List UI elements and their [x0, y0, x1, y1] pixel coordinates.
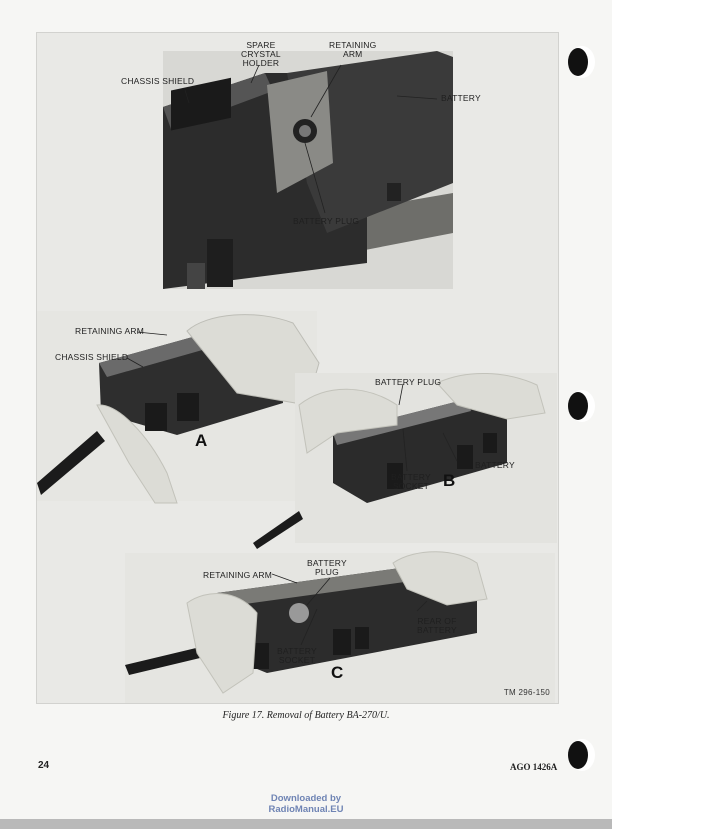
label-battery-socket-c: [277, 647, 317, 665]
binder-hole-icon: [566, 388, 596, 424]
label-line: REAR OF: [417, 616, 457, 626]
label-line: SOCKET: [392, 481, 429, 491]
binder-hole-icon: [566, 44, 596, 80]
label-line: BATTERY: [417, 625, 457, 635]
label-battery-top: BATTERY: [441, 93, 481, 103]
label-line: ARM: [342, 49, 363, 59]
figure-caption: Figure 17. Removal of Battery BA-270/U.: [222, 710, 390, 721]
figure-panel: [36, 32, 559, 704]
label-retaining-arm-a: RETAINING ARM: [75, 326, 145, 336]
label-battery-plug-b: BATTERY PLUG: [375, 377, 442, 387]
tm-number: TM 296-150: [503, 688, 550, 697]
label-line: BATTERY: [391, 472, 431, 482]
watermark-line: Downloaded by: [270, 793, 342, 804]
label-line: HOLDER: [242, 58, 280, 68]
label-battery-plug-c: [307, 559, 347, 577]
panel-label-c: C: [331, 663, 344, 682]
download-watermark: [0, 793, 612, 815]
label-battery-plug-top: BATTERY PLUG: [293, 216, 360, 226]
label-retaining-arm-top: [329, 41, 376, 59]
panel-label-b: B: [443, 471, 456, 490]
label-line: CRYSTAL: [241, 49, 281, 59]
page-number: 24: [38, 760, 50, 771]
scan-edge: [0, 819, 612, 829]
ago-number: AGO 1426A: [510, 762, 558, 772]
watermark-line: RadioManual.EU: [268, 804, 344, 815]
label-line: PLUG: [314, 567, 339, 577]
page-margin: [612, 0, 728, 829]
label-line: BATTERY: [277, 646, 317, 656]
label-retaining-arm-c: RETAINING ARM: [203, 570, 273, 580]
label-line: SOCKET: [278, 655, 315, 665]
binder-hole-icon: [566, 737, 596, 773]
top-photo-radio: [37, 33, 558, 703]
label-line: SPARE: [246, 40, 276, 50]
label-chassis-shield-top: CHASSIS SHIELD: [121, 76, 195, 86]
panel-label-a: A: [195, 431, 208, 450]
label-chassis-shield-a: CHASSIS SHIELD: [55, 352, 129, 362]
label-spare-crystal-holder: [241, 41, 281, 68]
label-battery-socket-b: [391, 473, 431, 491]
label-line: RETAINING: [329, 40, 377, 50]
label-rear-of-battery: [417, 617, 457, 635]
label-line: BATTERY: [307, 558, 347, 568]
label-battery-b: BATTERY: [475, 460, 515, 470]
